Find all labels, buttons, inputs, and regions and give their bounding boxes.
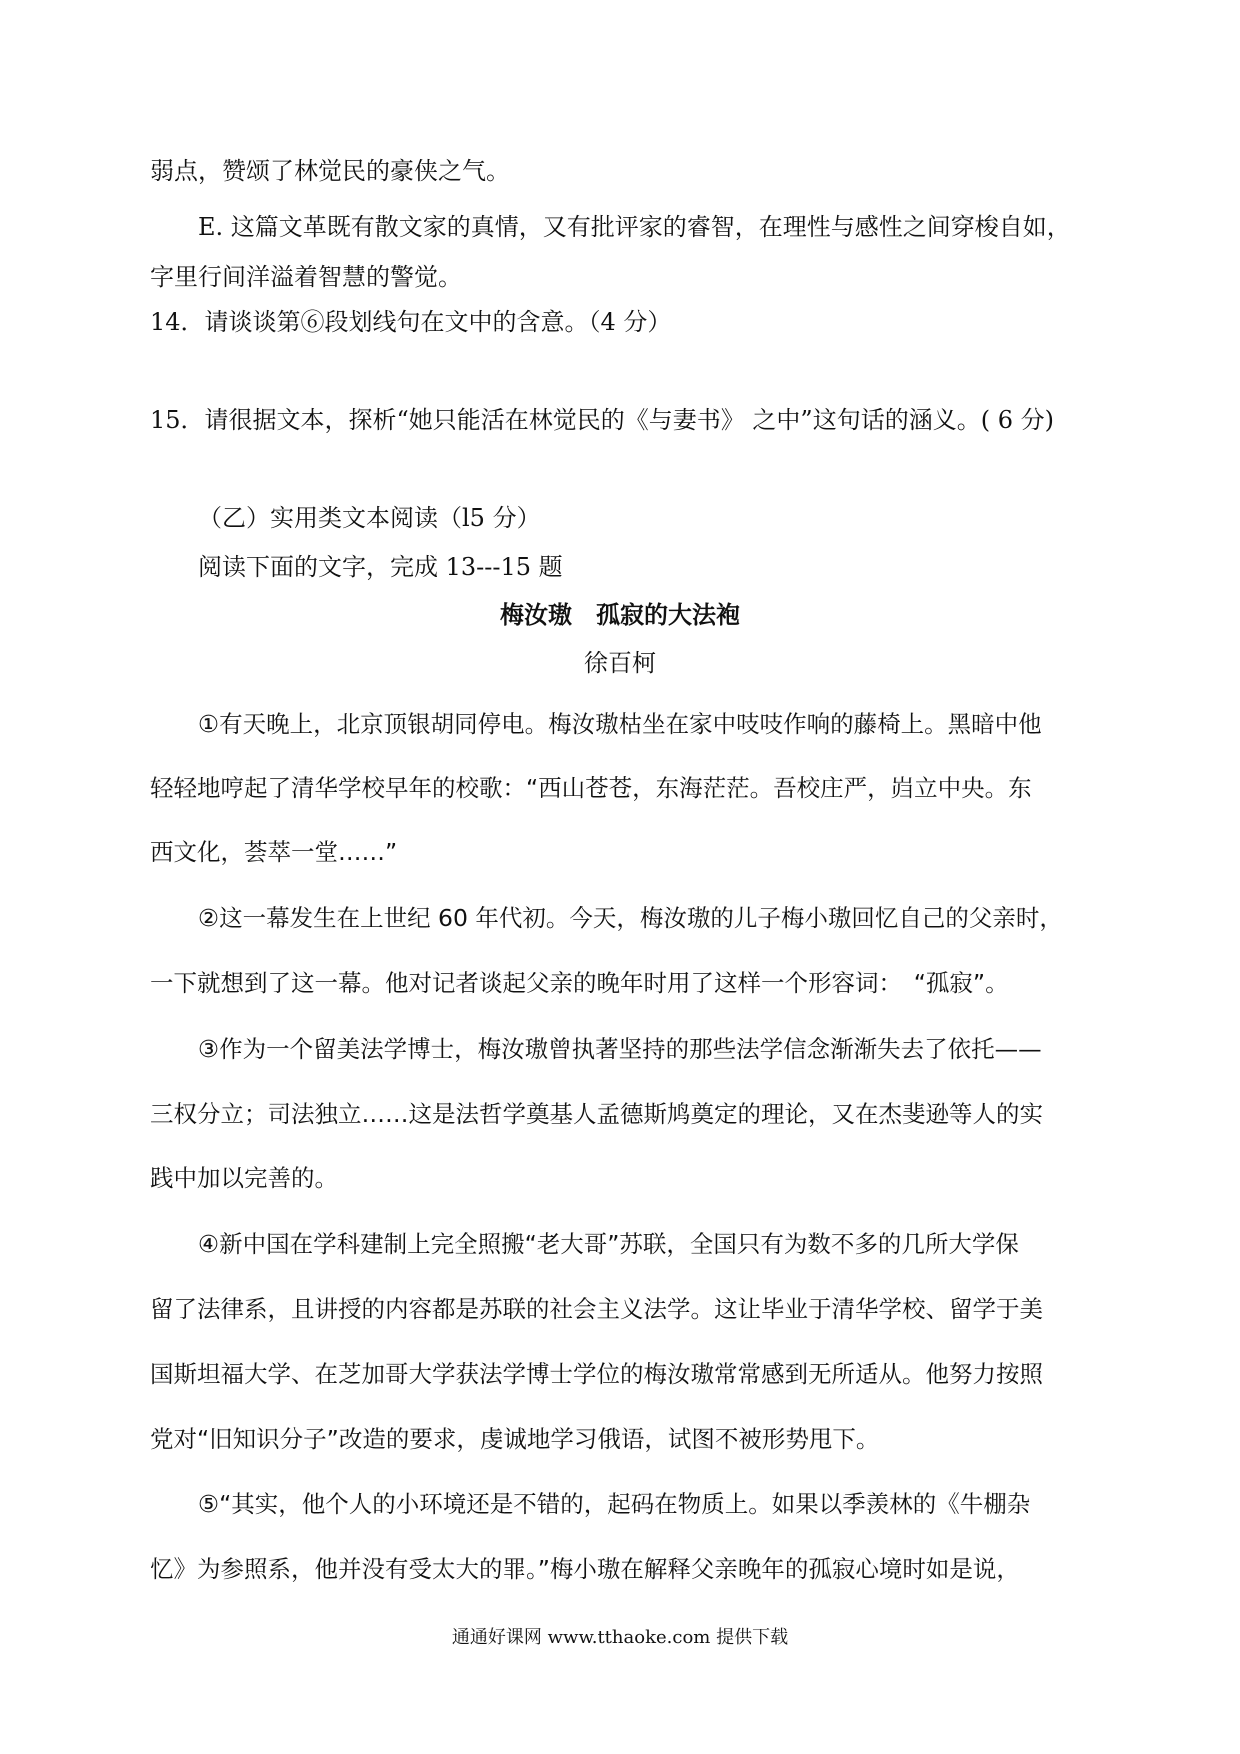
continuation-line: 弱点，赞颂了林觉民的豪侠之气。 (150, 157, 510, 185)
article-line: ④新中国在学科建制上完全照搬“老大哥”苏联，全国只有为数不多的几所大学保 (198, 1230, 1019, 1258)
article-line: 践中加以完善的。 (150, 1164, 338, 1192)
article-line: 一下就想到了这一幕。他对记者谈起父亲的晚年时用了这样一个形容词： “孤寂”。 (150, 969, 1009, 997)
option-e-line-2: 字里行间洋溢着智慧的警觉。 (150, 263, 462, 291)
article-line: 忆》为参照系，他并没有受太大的罪。”梅小璈在解释父亲晚年的孤寂心境时如是说， (150, 1555, 1020, 1583)
article-line: 国斯坦福大学、在芝加哥大学获法学博士学位的梅汝璈常常感到无所适从。他努力按照 (150, 1360, 1043, 1388)
option-e-line-1: E. 这篇文革既有散文家的真情，又有批评家的睿智，在理性与感性之间穿梭自如， (198, 213, 1071, 241)
article-line: ②这一幕发生在上世纪 60 年代初。今天，梅汝璈的儿子梅小璈回忆自己的父亲时， (198, 904, 1063, 932)
section-instruction: 阅读下面的文字，完成 13---15 题 (198, 553, 563, 581)
article-line: 党对“旧知识分子”改造的要求，虔诚地学习俄语，试图不被形势甩下。 (150, 1425, 880, 1453)
article-author: 徐百柯 (584, 649, 656, 677)
article-line: ①有天晚上，北京顶银胡同停电。梅汝璈枯坐在家中吱吱作响的藤椅上。黑暗中他 (198, 710, 1042, 738)
article-line: 轻轻地哼起了清华学校早年的校歌：“西山苍苍，东海茫茫。吾校庄严，岿立中央。东 (150, 774, 1032, 802)
article-title: 梅汝璈 孤寂的大法袍 (500, 601, 740, 629)
article-line: ③作为一个留美法学博士，梅汝璈曾执著坚持的那些法学信念渐渐失去了依托—— (198, 1035, 1042, 1063)
article-line: ⑤“其实，他个人的小环境还是不错的，起码在物质上。如果以季羡林的《牛棚杂 (198, 1490, 1031, 1518)
article-line: 三权分立；司法独立……这是法哲学奠基人孟德斯鸠奠定的理论，又在杰斐逊等人的实 (150, 1100, 1043, 1128)
article-line: 留了法律系，且讲授的内容都是苏联的社会主义法学。这让毕业于清华学校、留学于美 (150, 1295, 1043, 1323)
question-15: 15．请很据文本，探析“她只能活在林觉民的《与妻书》 之中”这句话的涵义。( 6 分) (150, 406, 1054, 434)
question-14: 14．请谈谈第⑥段划线句在文中的含意。（4 分） (150, 308, 672, 336)
section-heading: （乙）实用类文本阅读（l5 分） (198, 504, 541, 532)
page-footer: 通通好课网 www.tthaoke.com 提供下载 (451, 1627, 789, 1648)
article-line: 西文化，荟萃一堂……” (150, 838, 398, 866)
